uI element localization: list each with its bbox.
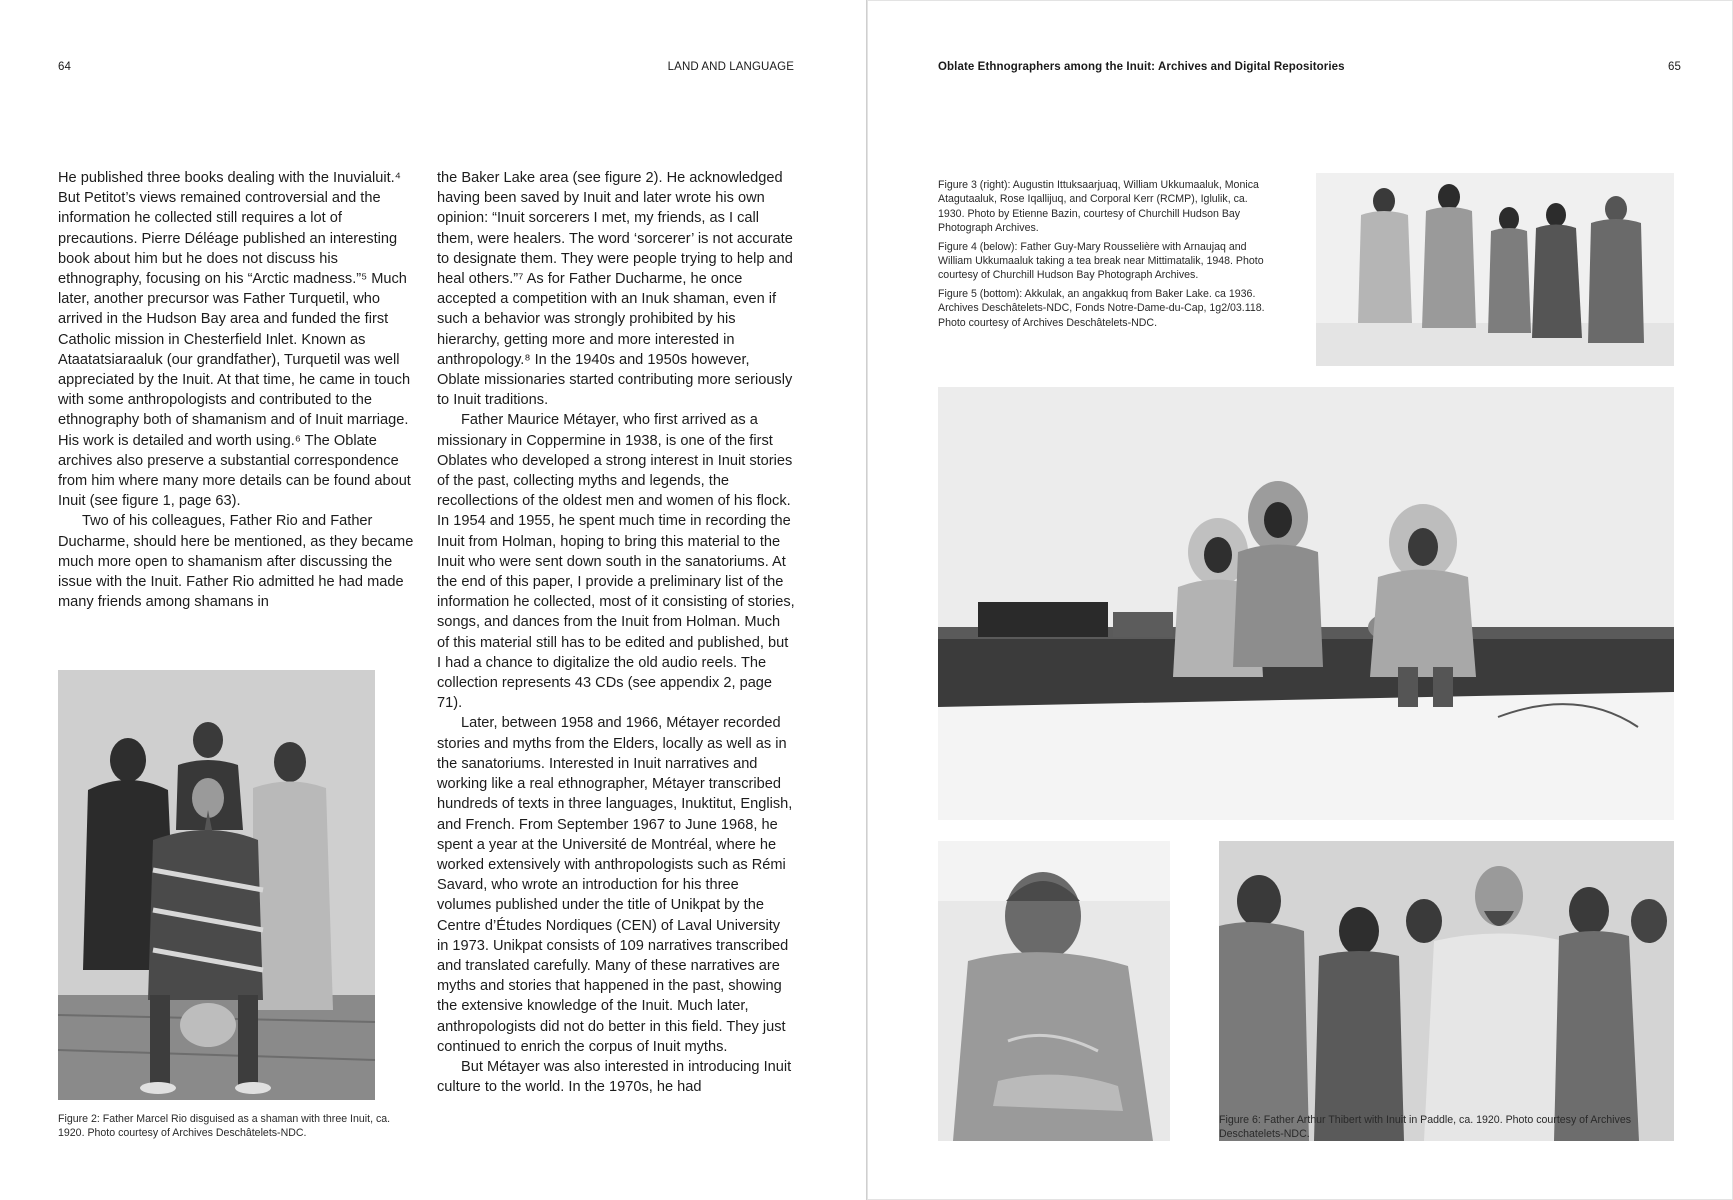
running-head-left: LAND AND LANGUAGE xyxy=(667,61,794,73)
figure-3-5-captions xyxy=(938,178,1268,334)
paragraph: Father Maurice Métayer, who first arrived as a missionary in Coppermine in 1938, is one of the first Oblates who developed a strong interest in Inuit stories of the past, collecting myths and legends, the recollections of the oldest men and women of his flock. In 1954 and 1955, he spent much time in recording the Inuit from Holman, hoping to bring this material to the Inuit who were sent down south in the sanatoriums. At the end of this paper, I provide a preliminary list of the information he collected, most of it consisting of stories, songs, and dances from the Inuit from Holman. Much of this material still has to be edited and published, but I had a chance to digitalize the old audio reels. The collection represents 43 CDs (see appendix 2, page 71). xyxy=(437,412,795,712)
right-page xyxy=(867,0,1733,1200)
figure-2-caption: Figure 2: Father Marcel Rio disguised as a shaman with three Inuit, ca. 1920. Photo courtesy of Archives Deschâtelets-NDC. xyxy=(58,1113,391,1140)
figure-2-photo xyxy=(58,670,375,1100)
figure-5-photo xyxy=(938,841,1170,1141)
figure-6-caption: Figure 6: Father Arthur Thibert with Inuit in Paddle, ca. 1920. Photo courtesy of Archives Deschatelets-NDC. xyxy=(1219,1114,1632,1141)
figure-6-photo xyxy=(1219,841,1674,1141)
page-number-left: 64 xyxy=(58,61,71,73)
body-column-1 xyxy=(58,168,416,612)
figure-4-caption: Figure 4 (below): Father Guy-Mary Rousselière with Arnaujaq and William Ukkumaaluk taking a tea break near Mittimatalik, 1948. Photo courtesy of Churchill Hudson Bay Photograph Archives. xyxy=(938,240,1264,282)
paragraph: He published three books dealing with the Inuvialuit.⁴ But Petitot’s views remained controversial and the information he collected still requires a lot of precautions. Pierre Déléage published an interesting book about him but he does not discuss his ethnography, focusing on his “Arctic madness.”⁵ Much later, another precursor was Father Turquetil, who arrived in the Hudson Bay area and funded the first Catholic mission in Chesterfield Inlet. Known as Ataatatsiaraaluk (our grandfather), Turquetil was well appreciated by the Inuit. At that time, he came in touch with some anthropologists and contributed to the ethnography both of shamanism and of Inuit marriage. His work is detailed and worth using.⁶ The Oblate archives also preserve a substantial correspondence from him where many more details can be found about Inuit (see figure 1, page 63). xyxy=(58,170,411,510)
body-column-2 xyxy=(437,168,795,1097)
paragraph: the Baker Lake area (see figure 2). He acknowledged having been saved by Inuit and later wrote his own opinion: “Inuit sorcerers I met, my friends, as I call them, were healers. The word ‘sorcerer’ is not accurate to designate them. They were people trying to help and heal others.”⁷ As for Father Ducharme, he once accepted a competition with an Inuk shaman, even if such a behavior was strongly prohibited by his hierarchy, getting more and more interested in anthropology.⁸ In the 1940s and 1950s however, Oblate missionaries started contributing more seriously to Inuit traditions. xyxy=(437,170,793,409)
figure-5-caption: Figure 5 (bottom): Akkulak, an angakkuq from Baker Lake. ca 1936. Archives Deschâtelets-NDC, Fonds Notre-Dame-du-Cap, 1g2/03.118. Photo courtesy of Archives Deschâtelets-NDC. xyxy=(938,287,1265,329)
paragraph: Two of his colleagues, Father Rio and Father Ducharme, should here be mentioned, as they became much more open to shamanism after discussing the issue with the Inuit. Father Rio admitted he had made many friends among shamans in xyxy=(58,513,414,611)
figure-4-photo xyxy=(938,387,1674,820)
running-head-right: Oblate Ethnographers among the Inuit: Archives and Digital Repositories xyxy=(938,61,1345,73)
paragraph: But Métayer was also interested in introducing Inuit culture to the world. In the 1970s, he had xyxy=(437,1058,792,1096)
figure-3-caption: Figure 3 (right): Augustin Ittuksaarjuaq, William Ukkumaaluk, Monica Atagutaaluk, Rose Iqallijuq, and Corporal Kerr (RCMP), Iglulik, ca. 1930. Photo by Etienne Bazin, courtesy of Churchill Hudson Bay Photograph Archives. xyxy=(938,179,1259,235)
figure-3-photo xyxy=(1316,173,1674,366)
page-number-right: 65 xyxy=(1668,61,1681,73)
paragraph: Later, between 1958 and 1966, Métayer recorded stories and myths from the Elders, locally as well as in the sanatoriums. Interested in Inuit narratives and working like a real ethnographer, Métayer transcribed hundreds of texts in three languages, Inuktitut, English, and French. From September 1967 to June 1968, he spent a year at the Université de Montréal, where he worked extensively with anthropologists such as Rémi Savard, who wrote an introduction for his three volumes published under the title of Unikpat by the Centre d’Études Nordiques (CEN) of Laval University in 1973. Unikpat consists of 109 narratives transcribed and translated carefully. Many of these narratives are myths and stories that happened in the past, showing the extensive knowledge of the Inuit. Much later, anthropologists did not do better in this field. They just continued to enrich the corpus of Inuit myths. xyxy=(437,715,793,1055)
